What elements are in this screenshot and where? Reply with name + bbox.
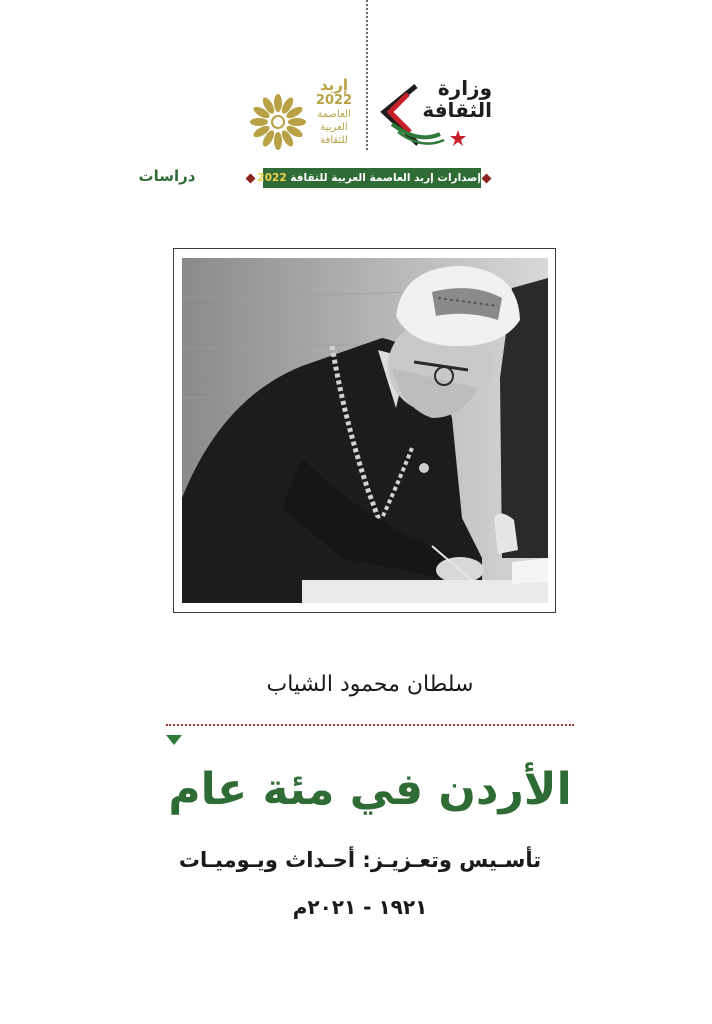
irbid-line-2: العربية bbox=[320, 122, 348, 133]
ministry-name-line-2: الثقافة bbox=[422, 98, 492, 122]
irbid-logo-text bbox=[310, 78, 358, 147]
ministry-name-line-1: وزارة bbox=[437, 76, 492, 100]
diamond-ornament-right bbox=[482, 174, 492, 184]
irbid-line-1: العاصمة bbox=[317, 109, 351, 120]
series-year: 2022 bbox=[257, 172, 287, 184]
irbid-year: 2022 bbox=[315, 93, 353, 108]
top-divider bbox=[366, 0, 368, 150]
ministry-of-culture-logo bbox=[378, 72, 496, 152]
irbid-capital-of-culture-logo bbox=[248, 78, 358, 160]
title-divider bbox=[166, 724, 574, 726]
book-subtitle: تأسـيس وتعـزيـز: أحـداث ويـوميـات bbox=[178, 848, 542, 872]
cover-photograph bbox=[182, 258, 548, 603]
cover-photo-frame bbox=[173, 248, 556, 613]
irbid-line-3: للثقافة bbox=[320, 135, 348, 146]
series-label: إصدارات إربد العاصمة العربية للثقافة bbox=[290, 172, 481, 184]
book-years: ١٩٢١ - ٢٠٢١م bbox=[292, 895, 428, 919]
sunburst-emblem-icon bbox=[248, 92, 308, 152]
book-title: الأردن في مئة عام bbox=[168, 764, 572, 815]
book-author: سلطان محمود الشياب bbox=[266, 672, 474, 697]
irbid-name: إربد bbox=[319, 76, 349, 94]
triangle-marker-icon bbox=[166, 735, 182, 745]
diamond-ornament-left bbox=[246, 174, 256, 184]
series-banner bbox=[257, 168, 481, 188]
series-type: دراسات bbox=[138, 167, 196, 185]
